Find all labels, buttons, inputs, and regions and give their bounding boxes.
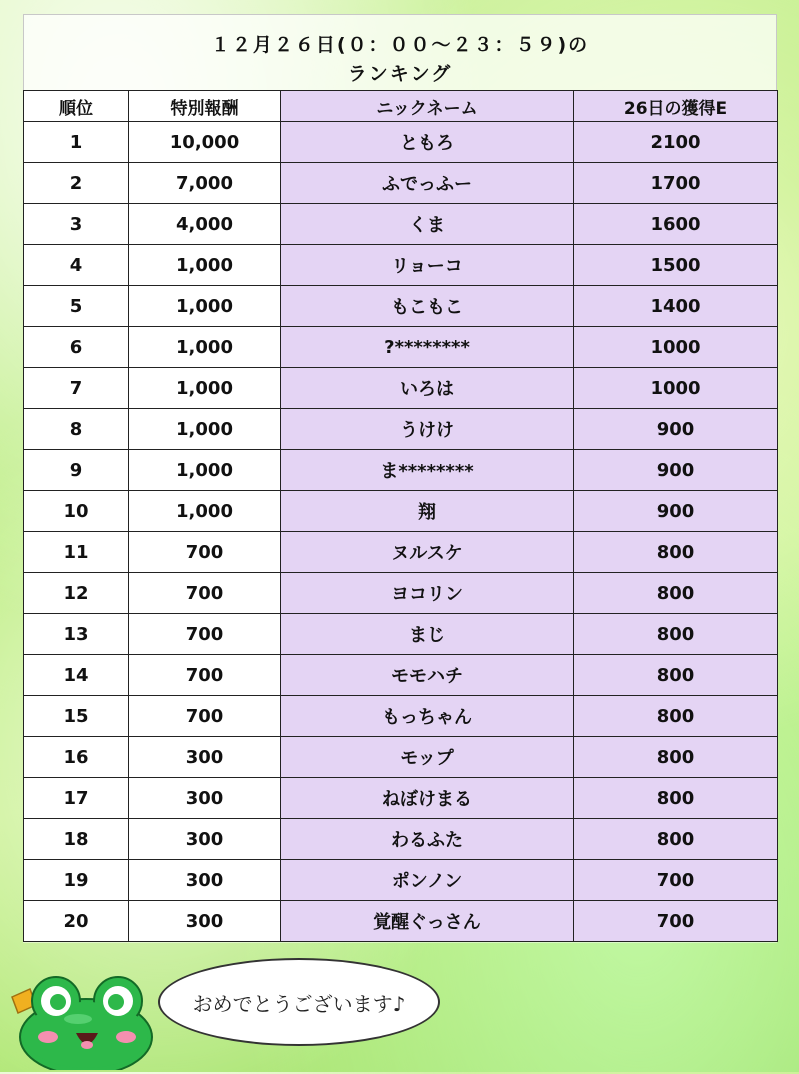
table-row bbox=[24, 163, 778, 204]
points-cell: 800 bbox=[574, 614, 778, 655]
table-row bbox=[24, 122, 778, 163]
points-cell: 800 bbox=[574, 737, 778, 778]
nickname-cell: ヨコリン bbox=[281, 573, 574, 614]
header-rank: 順位 bbox=[24, 91, 129, 122]
table-row bbox=[24, 737, 778, 778]
reward-cell: 7,000 bbox=[129, 163, 281, 204]
rank-cell: 2 bbox=[24, 163, 129, 204]
nickname-cell: うけけ bbox=[281, 409, 574, 450]
points-cell: 1600 bbox=[574, 204, 778, 245]
header-reward: 特別報酬 bbox=[129, 91, 281, 122]
points-cell: 800 bbox=[574, 819, 778, 860]
rank-cell: 4 bbox=[24, 245, 129, 286]
rank-cell: 17 bbox=[24, 778, 129, 819]
table-row bbox=[24, 655, 778, 696]
table-row bbox=[24, 696, 778, 737]
reward-cell: 1,000 bbox=[129, 368, 281, 409]
congratulations-text: おめでとうございます♪ bbox=[192, 991, 406, 1016]
speech-bubble bbox=[158, 958, 440, 1046]
rank-cell: 3 bbox=[24, 204, 129, 245]
nickname-cell: まじ bbox=[281, 614, 574, 655]
points-cell: 700 bbox=[574, 860, 778, 901]
table-row bbox=[24, 204, 778, 245]
rank-cell: 14 bbox=[24, 655, 129, 696]
table-row bbox=[24, 532, 778, 573]
rank-cell: 15 bbox=[24, 696, 129, 737]
reward-cell: 1,000 bbox=[129, 245, 281, 286]
points-cell: 2100 bbox=[574, 122, 778, 163]
rank-cell: 5 bbox=[24, 286, 129, 327]
frog-mascot-icon bbox=[8, 975, 158, 1070]
ranking-table bbox=[23, 90, 778, 942]
rank-cell: 11 bbox=[24, 532, 129, 573]
rank-cell: 19 bbox=[24, 860, 129, 901]
reward-cell: 700 bbox=[129, 696, 281, 737]
ranking-title bbox=[23, 14, 777, 90]
rank-cell: 7 bbox=[24, 368, 129, 409]
nickname-cell: ?******** bbox=[281, 327, 574, 368]
table-row bbox=[24, 778, 778, 819]
nickname-cell: わるふた bbox=[281, 819, 574, 860]
nickname-cell: リョーコ bbox=[281, 245, 574, 286]
reward-cell: 700 bbox=[129, 573, 281, 614]
table-row bbox=[24, 327, 778, 368]
ranking-rows bbox=[24, 122, 778, 942]
reward-cell: 300 bbox=[129, 860, 281, 901]
rank-cell: 12 bbox=[24, 573, 129, 614]
table-row bbox=[24, 368, 778, 409]
points-cell: 1500 bbox=[574, 245, 778, 286]
nickname-cell: 翔 bbox=[281, 491, 574, 532]
points-cell: 800 bbox=[574, 696, 778, 737]
nickname-cell: ともろ bbox=[281, 122, 574, 163]
table-row bbox=[24, 286, 778, 327]
rank-cell: 6 bbox=[24, 327, 129, 368]
table-row bbox=[24, 409, 778, 450]
reward-cell: 300 bbox=[129, 737, 281, 778]
table-row bbox=[24, 860, 778, 901]
table-row bbox=[24, 491, 778, 532]
title-date-range: １２月２６日(０：００〜２３：５９)の bbox=[210, 34, 590, 56]
nickname-cell: ま******** bbox=[281, 450, 574, 491]
reward-cell: 1,000 bbox=[129, 491, 281, 532]
rank-cell: 8 bbox=[24, 409, 129, 450]
nickname-cell: もっちゃん bbox=[281, 696, 574, 737]
rank-cell: 10 bbox=[24, 491, 129, 532]
points-cell: 900 bbox=[574, 409, 778, 450]
table-header-row bbox=[24, 91, 778, 122]
rank-cell: 16 bbox=[24, 737, 129, 778]
reward-cell: 700 bbox=[129, 614, 281, 655]
reward-cell: 300 bbox=[129, 778, 281, 819]
points-cell: 800 bbox=[574, 778, 778, 819]
reward-cell: 1,000 bbox=[129, 286, 281, 327]
header-points: 26日の獲得E bbox=[574, 91, 778, 122]
title-ranking: ランキング bbox=[347, 63, 453, 85]
reward-cell: 300 bbox=[129, 901, 281, 942]
points-cell: 900 bbox=[574, 491, 778, 532]
table-row bbox=[24, 614, 778, 655]
points-cell: 700 bbox=[574, 901, 778, 942]
reward-cell: 4,000 bbox=[129, 204, 281, 245]
rank-cell: 18 bbox=[24, 819, 129, 860]
reward-cell: 10,000 bbox=[129, 122, 281, 163]
table-row bbox=[24, 450, 778, 491]
nickname-cell: ねぼけまる bbox=[281, 778, 574, 819]
nickname-cell: ポンノン bbox=[281, 860, 574, 901]
reward-cell: 700 bbox=[129, 655, 281, 696]
reward-cell: 700 bbox=[129, 532, 281, 573]
nickname-cell: いろは bbox=[281, 368, 574, 409]
table-row bbox=[24, 819, 778, 860]
rank-cell: 13 bbox=[24, 614, 129, 655]
nickname-cell: 覚醒ぐっさん bbox=[281, 901, 574, 942]
points-cell: 800 bbox=[574, 532, 778, 573]
nickname-cell: もこもこ bbox=[281, 286, 574, 327]
nickname-cell: ヌルスケ bbox=[281, 532, 574, 573]
nickname-cell: ふでっふー bbox=[281, 163, 574, 204]
points-cell: 1000 bbox=[574, 368, 778, 409]
points-cell: 900 bbox=[574, 450, 778, 491]
points-cell: 1000 bbox=[574, 327, 778, 368]
reward-cell: 1,000 bbox=[129, 409, 281, 450]
table-row bbox=[24, 573, 778, 614]
nickname-cell: モップ bbox=[281, 737, 574, 778]
rank-cell: 9 bbox=[24, 450, 129, 491]
reward-cell: 300 bbox=[129, 819, 281, 860]
points-cell: 800 bbox=[574, 655, 778, 696]
header-nickname: ニックネーム bbox=[281, 91, 574, 122]
points-cell: 1400 bbox=[574, 286, 778, 327]
table-row bbox=[24, 901, 778, 942]
rank-cell: 1 bbox=[24, 122, 129, 163]
rank-cell: 20 bbox=[24, 901, 129, 942]
nickname-cell: くま bbox=[281, 204, 574, 245]
table-row bbox=[24, 245, 778, 286]
reward-cell: 1,000 bbox=[129, 450, 281, 491]
points-cell: 800 bbox=[574, 573, 778, 614]
points-cell: 1700 bbox=[574, 163, 778, 204]
reward-cell: 1,000 bbox=[129, 327, 281, 368]
nickname-cell: モモハチ bbox=[281, 655, 574, 696]
